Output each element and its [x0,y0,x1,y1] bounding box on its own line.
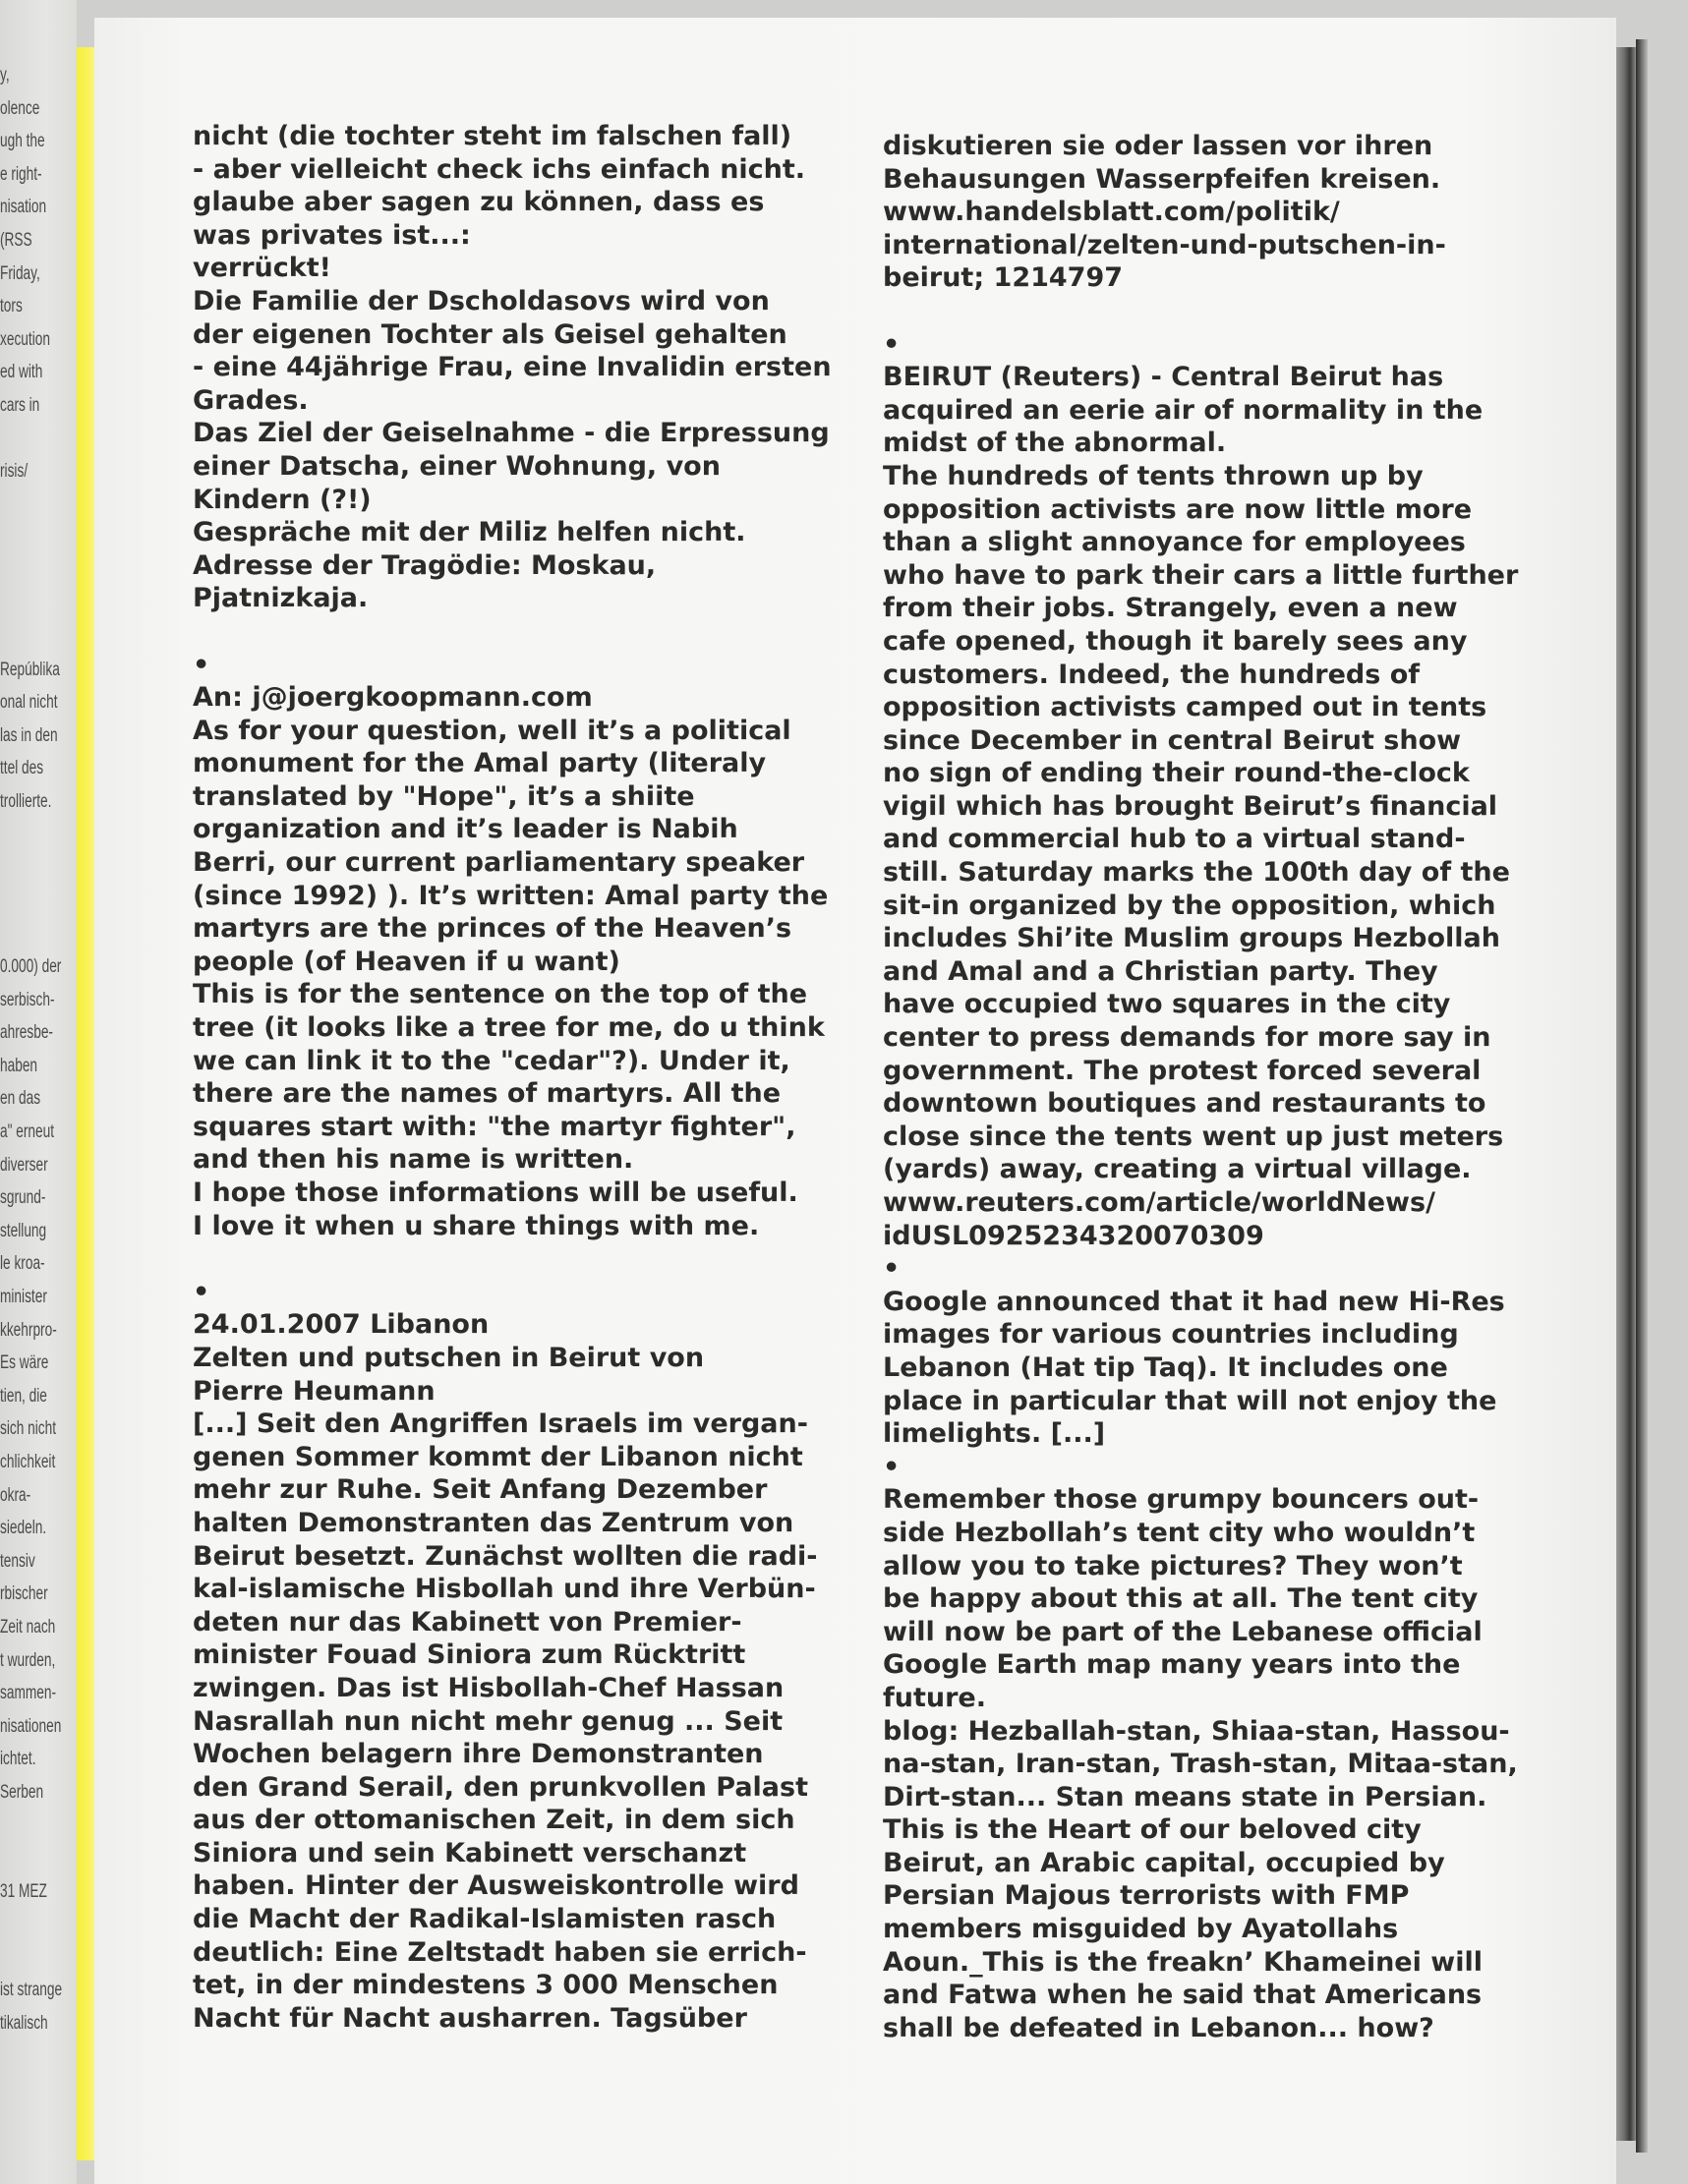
text-line: (yards) away, creating a virtual village. [883,1154,1472,1185]
fragment-line: cars in [0,394,40,416]
text-line: - eine 44jährige Frau, eine Invalidin ersten [193,352,832,383]
text-line: Aoun._This is the freakn’ Khameinei will [883,1946,1483,1978]
text-line: translated by "Hope", it’s a shiite [193,780,695,812]
text-line: Google Earth map many years into the [883,1649,1461,1681]
text-line: who have to park their cars a little further [883,559,1519,591]
fragment-line: chlichkeit [0,1451,56,1472]
text-line: der eigenen Tochter als Geisel gehalten [193,318,787,350]
fragment-line: sgrund- [0,1187,46,1209]
fragment-line: Zeit nach [0,1616,56,1638]
text-line: opposition activists camped out in tents [883,692,1487,723]
text-line: halten Demonstranten das Zentrum von [193,1507,794,1538]
fragment-line: xecution [0,328,50,350]
text-line: BEIRUT (Reuters) - Central Beirut has [883,362,1444,393]
book-cover-edge [1636,39,1648,2153]
fragment-line [0,885,77,918]
text-line: tet, in der mindestens 3 000 Menschen [193,1970,779,2001]
fragment-line: e right- [0,163,42,185]
text-line: side Hezbollah’s tent city who wouldn’t [883,1517,1476,1548]
fragment-line: ichtet. [0,1749,36,1770]
page-stack-edge [1616,47,1636,2141]
text-line: squares start with: "the martyr fighter", [193,1111,796,1142]
fragment-line: diverser [0,1154,48,1176]
text-line: people (of Heaven if u want) [193,946,620,977]
bullet-separator: • [193,649,210,680]
fragment-line: le kroa- [0,1253,45,1275]
text-line: The hundreds of tents thrown up by [883,460,1424,491]
text-line: Berri, our current parliamentary speaker [193,847,805,879]
text-line: close since the tents went up just meters [883,1121,1504,1152]
fragment-line: en das [0,1088,41,1110]
bullet-separator: • [883,1451,901,1482]
fragment-line [0,620,77,654]
text-line: future. [883,1682,986,1713]
text-line: includes Shi’ite Muslim groups Hezbollah [883,923,1500,954]
text-line: limelights. [...] [883,1418,1106,1450]
fragment-line: tensiv [0,1550,35,1572]
bullet-separator: • [883,1253,901,1285]
fragment-line: trollierte. [0,791,52,813]
text-line: Nasrallah nun nicht mehr genug ... Seit [193,1705,784,1737]
fragment-line: tors [0,296,23,317]
fragment-line: (RSS [0,229,32,251]
text-line: Nacht für Nacht ausharren. Tagsüber [193,2002,747,2034]
text-line: minister Fouad Siniora zum Rücktritt [193,1639,746,1671]
text-line: and commercial hub to a virtual stand- [883,824,1466,855]
fragment-line: haben [0,1055,38,1076]
fragment-line: y, [0,65,10,86]
blank-line [193,1242,832,1276]
text-line: images for various countries including [883,1319,1459,1351]
text-line: Kindern (?!) [193,484,372,515]
left-page-edge [0,0,77,2184]
text-line: have occupied two squares in the city [883,989,1451,1020]
text-line: Wochen belagern ihre Demonstranten [193,1739,764,1770]
text-line: center to press demands for more say in [883,1022,1491,1054]
fragment-line: olence [0,97,40,119]
fragment-line: risis/ [0,461,29,483]
fragment-line: 0.000) der [0,956,62,978]
fragment-line [0,554,77,588]
fragment-line: siedeln. [0,1518,47,1539]
fragment-line: Repúblika [0,659,60,680]
text-line: government. The protest forced several [883,1055,1482,1086]
text-line: and then his name is written. [193,1144,634,1176]
text-line: downtown boutiques and restaurants to [883,1088,1486,1120]
text-line: This is for the sentence on the top of the [193,979,808,1010]
text-line: genen Sommer kommt der Libanon nicht [193,1441,803,1472]
text-line: Persian Majous terrorists with FMP [883,1880,1410,1912]
fragment-line [0,489,77,522]
text-line: we can link it to the "cedar"?). Under it, [193,1045,790,1076]
fragment-line: ttel des [0,758,44,779]
fragment-line: nisation [0,197,47,218]
text-line: Beirut, an Arabic capital, occupied by [883,1847,1445,1878]
text-line: midst of the abnormal. [883,428,1227,459]
fragment-line: a" erneut [0,1121,55,1142]
left-text-column [193,120,832,2035]
text-line: tree (it looks like a tree for me, do u think [193,1012,825,1044]
fragment-line: rbischer [0,1583,48,1605]
text-line: verrückt! [193,253,331,284]
text-line: organization and it’s leader is Nabih [193,814,738,845]
fragment-line: nisationen [0,1715,62,1737]
text-line: I love it when u share things with me. [193,1210,760,1241]
text-line: sit-in organized by the opposition, which [883,890,1496,921]
text-line: Pjatnizkaja. [193,583,369,614]
text-line: zwingen. Das ist Hisbollah-Chef Hassan [193,1672,785,1703]
text-line: will now be part of the Lebanese official [883,1616,1483,1647]
text-line: members misguided by Ayatollahs [883,1914,1399,1945]
text-line: no sign of ending their round-the-clock [883,758,1470,789]
text-line: still. Saturday marks the 100th day of the [883,857,1510,889]
text-line: - aber vielleicht check ichs einfach nicht. [193,153,806,185]
text-line: be happy about this at all. The tent city [883,1583,1479,1615]
fragment-line: minister [0,1286,47,1307]
text-line: Das Ziel der Geiselnahme - die Erpressung [193,418,830,449]
text-line: Adresse der Tragödie: Moskau, [193,549,657,581]
left-page-text-fragments [0,59,77,2040]
fragment-line: Friday, [0,262,40,284]
fragment-line: tien, die [0,1385,47,1407]
text-line: Behausungen Wasserpfeifen kreisen. [883,163,1441,195]
text-line: acquired an eerie air of normality in the [883,394,1484,426]
text-line: monument for the Amal party (literaly [193,748,767,779]
text-line: international/zelten-und-putschen-in- [883,229,1446,260]
text-line: Google announced that it had new Hi-Res [883,1286,1505,1317]
text-line: idUSL0925234320070309 [883,1220,1264,1251]
fragment-line: stellung [0,1220,47,1241]
bullet-separator: • [883,328,901,360]
text-line: glaube aber sagen zu können, dass es [193,187,765,218]
text-line: and Fatwa when he said that Americans [883,1980,1483,2011]
text-line: Gespräche mit der Miliz helfen nicht. [193,517,746,548]
text-line: www.reuters.com/article/worldNews/ [883,1187,1435,1218]
fragment-line: sammen- [0,1683,57,1704]
text-line: opposition activists are now little more [883,493,1473,525]
text-line: and Amal and a Christian party. They [883,955,1438,987]
text-line: die Macht der Radikal-Islamisten rasch [193,1904,777,1935]
fragment-line [0,1941,77,1975]
text-line: Remember those grumpy bouncers out- [883,1484,1480,1516]
text-line: nicht (die tochter steht im falschen fall) [193,121,792,151]
text-line: einer Datscha, einer Wohnung, von [193,450,721,482]
text-line: beirut; 1214797 [883,262,1124,294]
text-line: vigil which has brought Beirut’s financial [883,790,1498,822]
text-line: aus der ottomanischen Zeit, in dem sich [193,1805,795,1836]
text-line: Zelten und putschen in Beirut von [193,1342,705,1373]
text-line: An: j@joergkoopmann.com [193,682,593,714]
fragment-line [0,423,77,456]
text-line: den Grand Serail, den prunkvollen Palast [193,1771,808,1803]
text-line: I hope those informations will be useful. [193,1178,798,1208]
fragment-line: ed with [0,362,43,383]
fragment-line [0,1809,77,1842]
text-line: blog: Hezballah-stan, Shiaa-stan, Hassou- [883,1715,1510,1747]
fragment-line: okra- [0,1484,31,1506]
text-line: kal-islamische Hisbollah und ihre Verbün- [193,1574,816,1605]
text-line: than a slight annoyance for employees [883,527,1466,558]
text-line: Pierre Heumann [193,1375,436,1407]
fragment-line: sich nicht [0,1418,57,1440]
blank-line [193,615,832,649]
text-line: from their jobs. Strangely, even a new [883,593,1458,624]
text-line: allow you to take pictures? They won’t [883,1550,1463,1581]
fragment-line: ahresbe- [0,1022,54,1044]
text-line: [...] Seit den Angriffen Israels im vergan- [193,1408,808,1440]
text-line: Beirut besetzt. Zunächst wollten die radi- [193,1540,818,1572]
text-line: Siniora und sein Kabinett verschanzt [193,1837,747,1868]
fragment-line: ist strange [0,1980,63,2001]
fragment-line [0,521,77,554]
right-text-column [883,130,1518,2044]
fragment-line [0,917,77,950]
text-line: 24.01.2007 Libanon [193,1309,490,1341]
text-line: place in particular that will not enjoy the [883,1385,1497,1416]
text-line: Grades. [193,384,309,416]
text-line: there are the names of martyrs. All the [193,1078,782,1110]
text-line: Die Familie der Dscholdasovs wird von [193,285,770,316]
text-line: was privates ist...: [193,219,471,251]
bullet-separator: • [193,1276,210,1307]
text-line: na-stan, Iran-stan, Trash-stan, Mitaa-stan, [883,1749,1518,1780]
fragment-line: las in den [0,724,58,746]
text-line: (since 1992) ). It’s written: Amal party the [193,880,829,911]
fragment-line: 31 MEZ [0,1880,47,1902]
fragment-line [0,851,77,885]
fragment-line: tikalisch [0,2013,48,2035]
fragment-line: Es wäre [0,1352,49,1374]
fragment-line: kkehrpro- [0,1319,57,1341]
fragment-line: onal nicht [0,692,58,714]
text-line: This is the Heart of our beloved city [883,1814,1422,1846]
fragment-line [0,588,77,621]
text-line: Lebanon (Hat tip Taq). It includes one [883,1351,1448,1383]
text-line: www.handelsblatt.com/politik/ [883,197,1340,228]
fragment-line: serbisch- [0,989,55,1010]
text-line: martyrs are the princes of the Heaven’s [193,913,792,945]
text-line: since December in central Beirut show [883,724,1462,756]
fragment-line [0,819,77,852]
text-line: diskutieren sie oder lassen vor ihren [883,131,1433,161]
text-line: mehr zur Ruhe. Seit Anfang Dezember [193,1474,768,1506]
fragment-line: t wurden, [0,1649,56,1671]
text-line: haben. Hinter der Ausweiskontrolle wird [193,1870,799,1902]
text-line: Dirt-stan... Stan means state in Persian. [883,1781,1487,1812]
fragment-line: Serben [0,1781,44,1803]
text-line: customers. Indeed, the hundreds of [883,659,1420,690]
fragment-line [0,1842,77,1875]
fragment-line: ugh the [0,131,45,152]
text-line: cafe opened, though it barely sees any [883,625,1468,657]
fragment-line [0,1908,77,1941]
text-line: deutlich: Eine Zeltstadt haben sie errich- [193,1936,807,1968]
blank-line [883,295,1518,328]
text-line: shall be defeated in Lebanon... how? [883,2012,1434,2043]
text-line: As for your question, well it’s a political [193,715,791,746]
text-line: deten nur das Kabinett von Premier- [193,1606,742,1638]
